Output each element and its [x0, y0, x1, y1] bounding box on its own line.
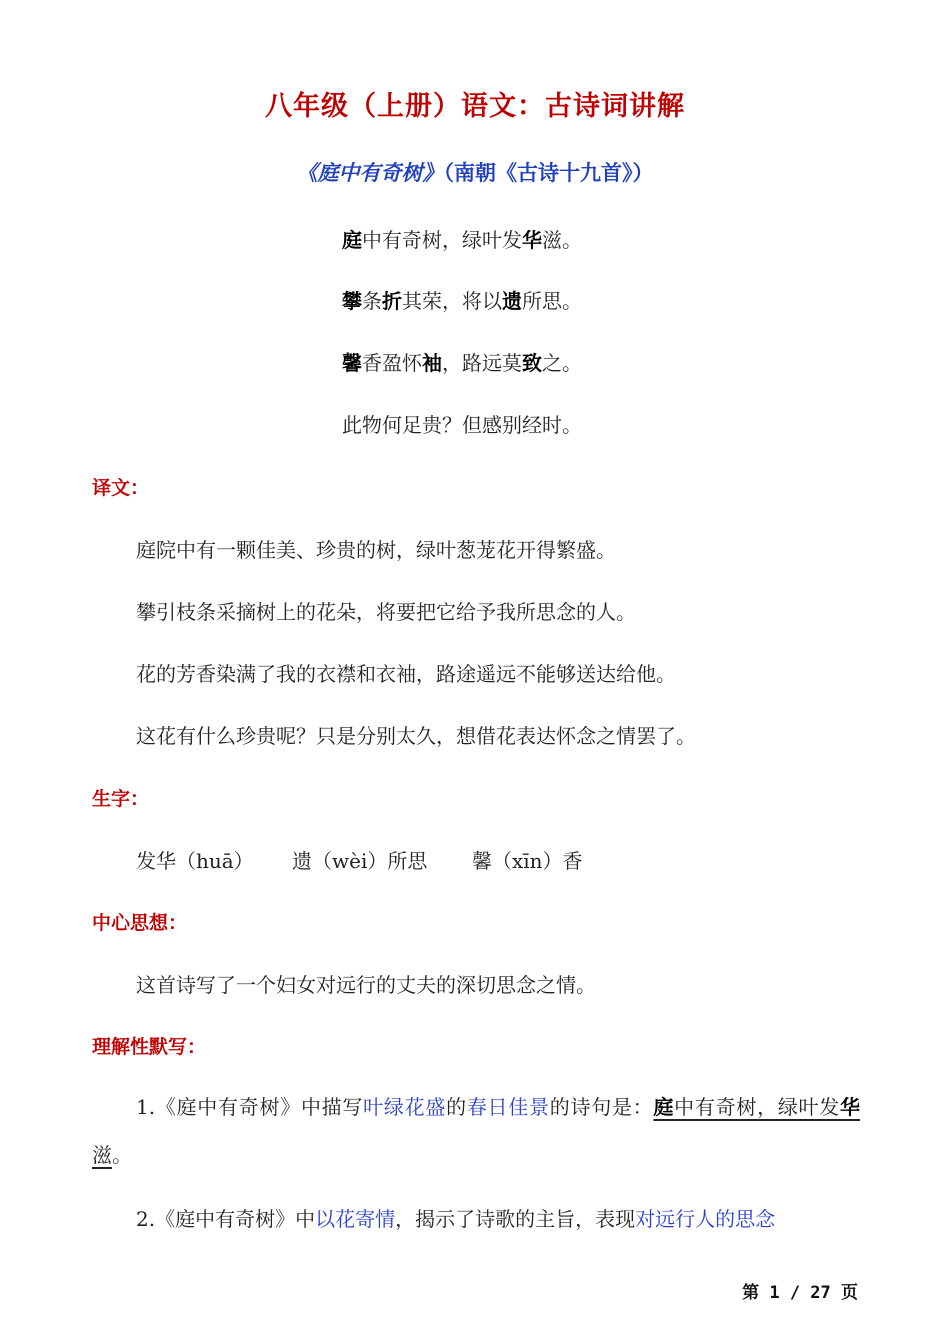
poem-line-2 [342, 285, 582, 314]
vocab-item: 馨（xīn）香 [472, 849, 583, 873]
poem-text: 其荣，将以 [402, 289, 502, 313]
key-char: 庭 [342, 228, 362, 252]
vocabulary-list [136, 845, 583, 874]
theme-heading: 中心思想： [92, 912, 188, 934]
poem-line-1 [342, 224, 582, 253]
keyword: 春日佳景 [466, 1095, 550, 1119]
poem-work-title: 《庭中有奇树》 [296, 161, 444, 185]
question-text: 2.《庭中有奇树》中 [136, 1207, 316, 1231]
translation-line: 花的芳香染满了我的衣襟和衣袖，路途遥远不能够送达给他。 [136, 662, 676, 686]
question-text: 的诗句是： [549, 1095, 654, 1119]
dictation-question-1 [92, 1083, 860, 1179]
key-char: 攀 [342, 289, 362, 313]
page-number: 第 1 / 27 页 [742, 1283, 858, 1303]
poem-text: ，路远莫 [442, 351, 522, 375]
poem-text: 条 [362, 289, 382, 313]
key-char: 华 [522, 228, 542, 252]
question-text: ，揭示了诗歌的主旨，表现 [395, 1207, 636, 1231]
theme-text: 这首诗写了一个妇女对远行的丈夫的深切思念之情。 [136, 973, 596, 997]
poem-text: 此物何足贵？但感别经时。 [342, 413, 582, 437]
poem-line-3 [342, 347, 582, 376]
key-char: 遗 [502, 289, 522, 313]
poem-subtitle [0, 157, 950, 187]
keyword: 叶绿花盛 [363, 1095, 447, 1119]
vocab-item: 遗（wèi）所思 [292, 849, 428, 873]
key-char: 袖 [422, 351, 442, 375]
key-char: 致 [522, 351, 542, 375]
page-title: 八年级（上册）语文：古诗词讲解 [265, 91, 685, 122]
translation-line: 庭院中有一颗佳美、珍贵的树，绿叶葱茏花开得繁盛。 [136, 538, 616, 562]
poem-source: （南朝《古诗十九首》） [443, 161, 654, 185]
poem-line-4 [342, 409, 582, 438]
vocab-item: 发华（huā） [136, 849, 254, 873]
answer-text: 庭中有奇树，绿叶发华滋 [92, 1095, 861, 1167]
dictation-heading: 理解性默写： [92, 1036, 207, 1058]
poem-text: 中有奇树，绿叶发 [362, 228, 522, 252]
poem-text: 之。 [542, 351, 582, 375]
translation-line: 这花有什么珍贵呢？只是分别太久，想借花表达怀念之情罢了。 [136, 724, 696, 748]
question-text: 的 [446, 1095, 467, 1119]
poem-text: 香盈怀 [362, 351, 422, 375]
keyword: 对远行人的思念 [635, 1207, 776, 1231]
question-text: 1.《庭中有奇树》中描写 [136, 1095, 364, 1119]
key-char: 折 [382, 289, 402, 313]
key-char: 馨 [342, 351, 362, 375]
translation-heading: 译文： [92, 477, 150, 499]
vocabulary-heading: 生字： [92, 788, 150, 810]
poem-text: 所思。 [522, 289, 582, 313]
keyword: 以花寄情 [315, 1207, 396, 1231]
poem-text: 滋。 [542, 228, 582, 252]
dictation-question-2 [92, 1195, 860, 1243]
translation-line: 攀引枝条采摘树上的花朵，将要把它给予我所思念的人。 [136, 600, 636, 624]
question-text: 。 [112, 1143, 132, 1167]
